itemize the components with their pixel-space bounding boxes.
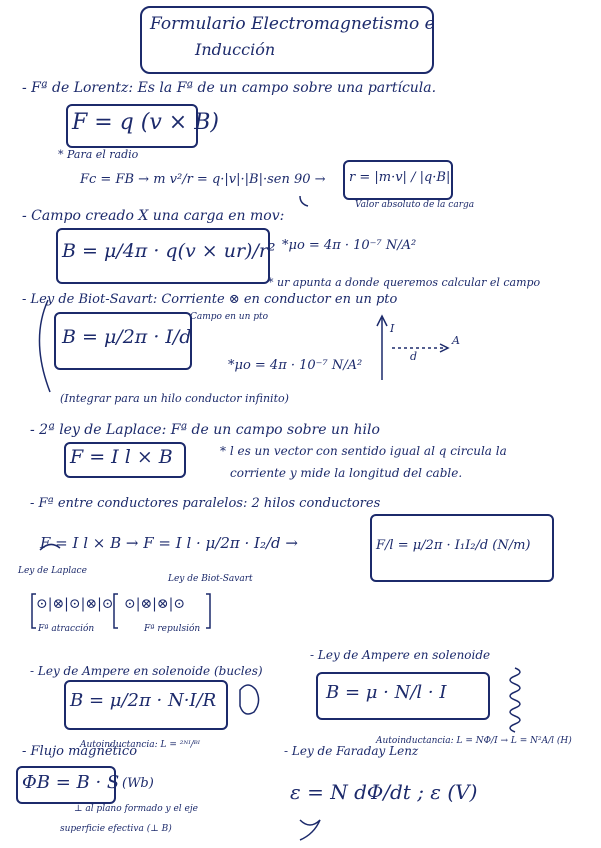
ampere-loop-self-inductance: Autoinductancia: L = ²ᴺᴵ/ᴮᴵ (80, 740, 201, 750)
biot-savart-sub: Campo en un pto (190, 312, 269, 322)
faraday-heading: - Ley de Faraday Lenz (284, 744, 419, 758)
lorentz-derivation: Fc = FB → m v²/r = q·|v|·|B|·sen 90 → (80, 172, 326, 187)
ampere-loop-heading: - Ley de Ampere en solenoide (bucles) (30, 664, 263, 678)
lorentz-radius-note: Valor absoluto de la carga (355, 200, 475, 210)
lorentz-note: * Para el radio (58, 148, 139, 161)
faraday-self-inductance: Autoinductancia: L = NΦ/I → L = N²A/l (H) (376, 736, 572, 746)
laplace-note2: corriente y mide la longitud del cable. (230, 466, 463, 480)
ampere-loop-formula: B = μ/2π · N·I/R (70, 690, 217, 711)
charge-field-mu0: *μo = 4π · 10⁻⁷ N/A² (282, 238, 417, 253)
biot-diagram-A: A (452, 334, 460, 347)
parallel-attraction-label: Fª atracción (38, 624, 95, 634)
parallel-laplace-label: Ley de Laplace (18, 566, 87, 576)
flux-formula: ΦB = B · S (22, 772, 120, 793)
parallel-formula: F = I l × B → F = I l · μ/2π · I₂/d → (40, 534, 298, 552)
parallel-symbols-repulsion: ⊙|⊗|⊗|⊙ (124, 596, 186, 612)
laplace-heading: - 2ª ley de Laplace: Fª de un campo sobre un hilo (30, 422, 380, 438)
flux-note2: superficie efectiva (⊥ B) (60, 824, 172, 834)
parallel-heading: - Fª entre conductores paralelos: 2 hilos conductores (30, 496, 381, 511)
charge-field-heading: - Campo creado X una carga en mov: (22, 208, 285, 224)
biot-savart-integral-note: (Integrar para un hilo conductor infinito) (60, 392, 289, 405)
laplace-formula: F = I l × B (70, 446, 173, 468)
lorentz-heading: - Fª de Lorentz: Es la Fª de un campo sobre una partícula. (22, 80, 437, 96)
charge-field-note: * ur apunta a donde queremos calcular el campo (268, 276, 541, 289)
ampere-solenoid-formula: B = μ · N/l · I (326, 682, 447, 703)
laplace-note1: * l es un vector con sentido igual al q circula la (220, 444, 507, 458)
lorentz-radius: r = |m·v| / |q·B| (349, 170, 451, 185)
flux-heading: - Flujo magnético (22, 744, 138, 759)
page-subtitle: Inducción (195, 40, 276, 59)
charge-field-formula: B = μ/4π · q(v × ur)/r² (62, 240, 276, 262)
biot-diagram-d: d (410, 350, 418, 363)
flux-unit: (Wb) (122, 776, 154, 791)
biot-savart-heading: - Ley de Biot-Savart: Corriente ⊗ en conductor en un pto (22, 292, 398, 307)
parallel-boxed-formula: F/l = μ/2π · I₁I₂/d (N/m) (376, 538, 531, 553)
parallel-biot-label: Ley de Biot-Savart (168, 574, 253, 584)
lorentz-formula: F = q (v × B) (72, 110, 219, 135)
flux-note1: ⊥ al plano formado y el eje (74, 804, 198, 814)
parallel-repulsion-label: Fª repulsión (144, 624, 201, 634)
parallel-symbols-attraction: ⊙|⊗|⊙|⊗|⊙ (36, 596, 114, 612)
faraday-formula: ε = N dΦ/dt ; ε (V) (290, 780, 478, 804)
ampere-solenoid-heading: - Ley de Ampere en solenoide (310, 648, 491, 662)
biot-savart-formula: B = μ/2π · I/d (62, 326, 192, 348)
page-title: Formulario Electromagnetismo e (150, 14, 435, 34)
biot-diagram-I: I (390, 322, 395, 335)
biot-savart-mu0: *μo = 4π · 10⁻⁷ N/A² (228, 358, 363, 373)
